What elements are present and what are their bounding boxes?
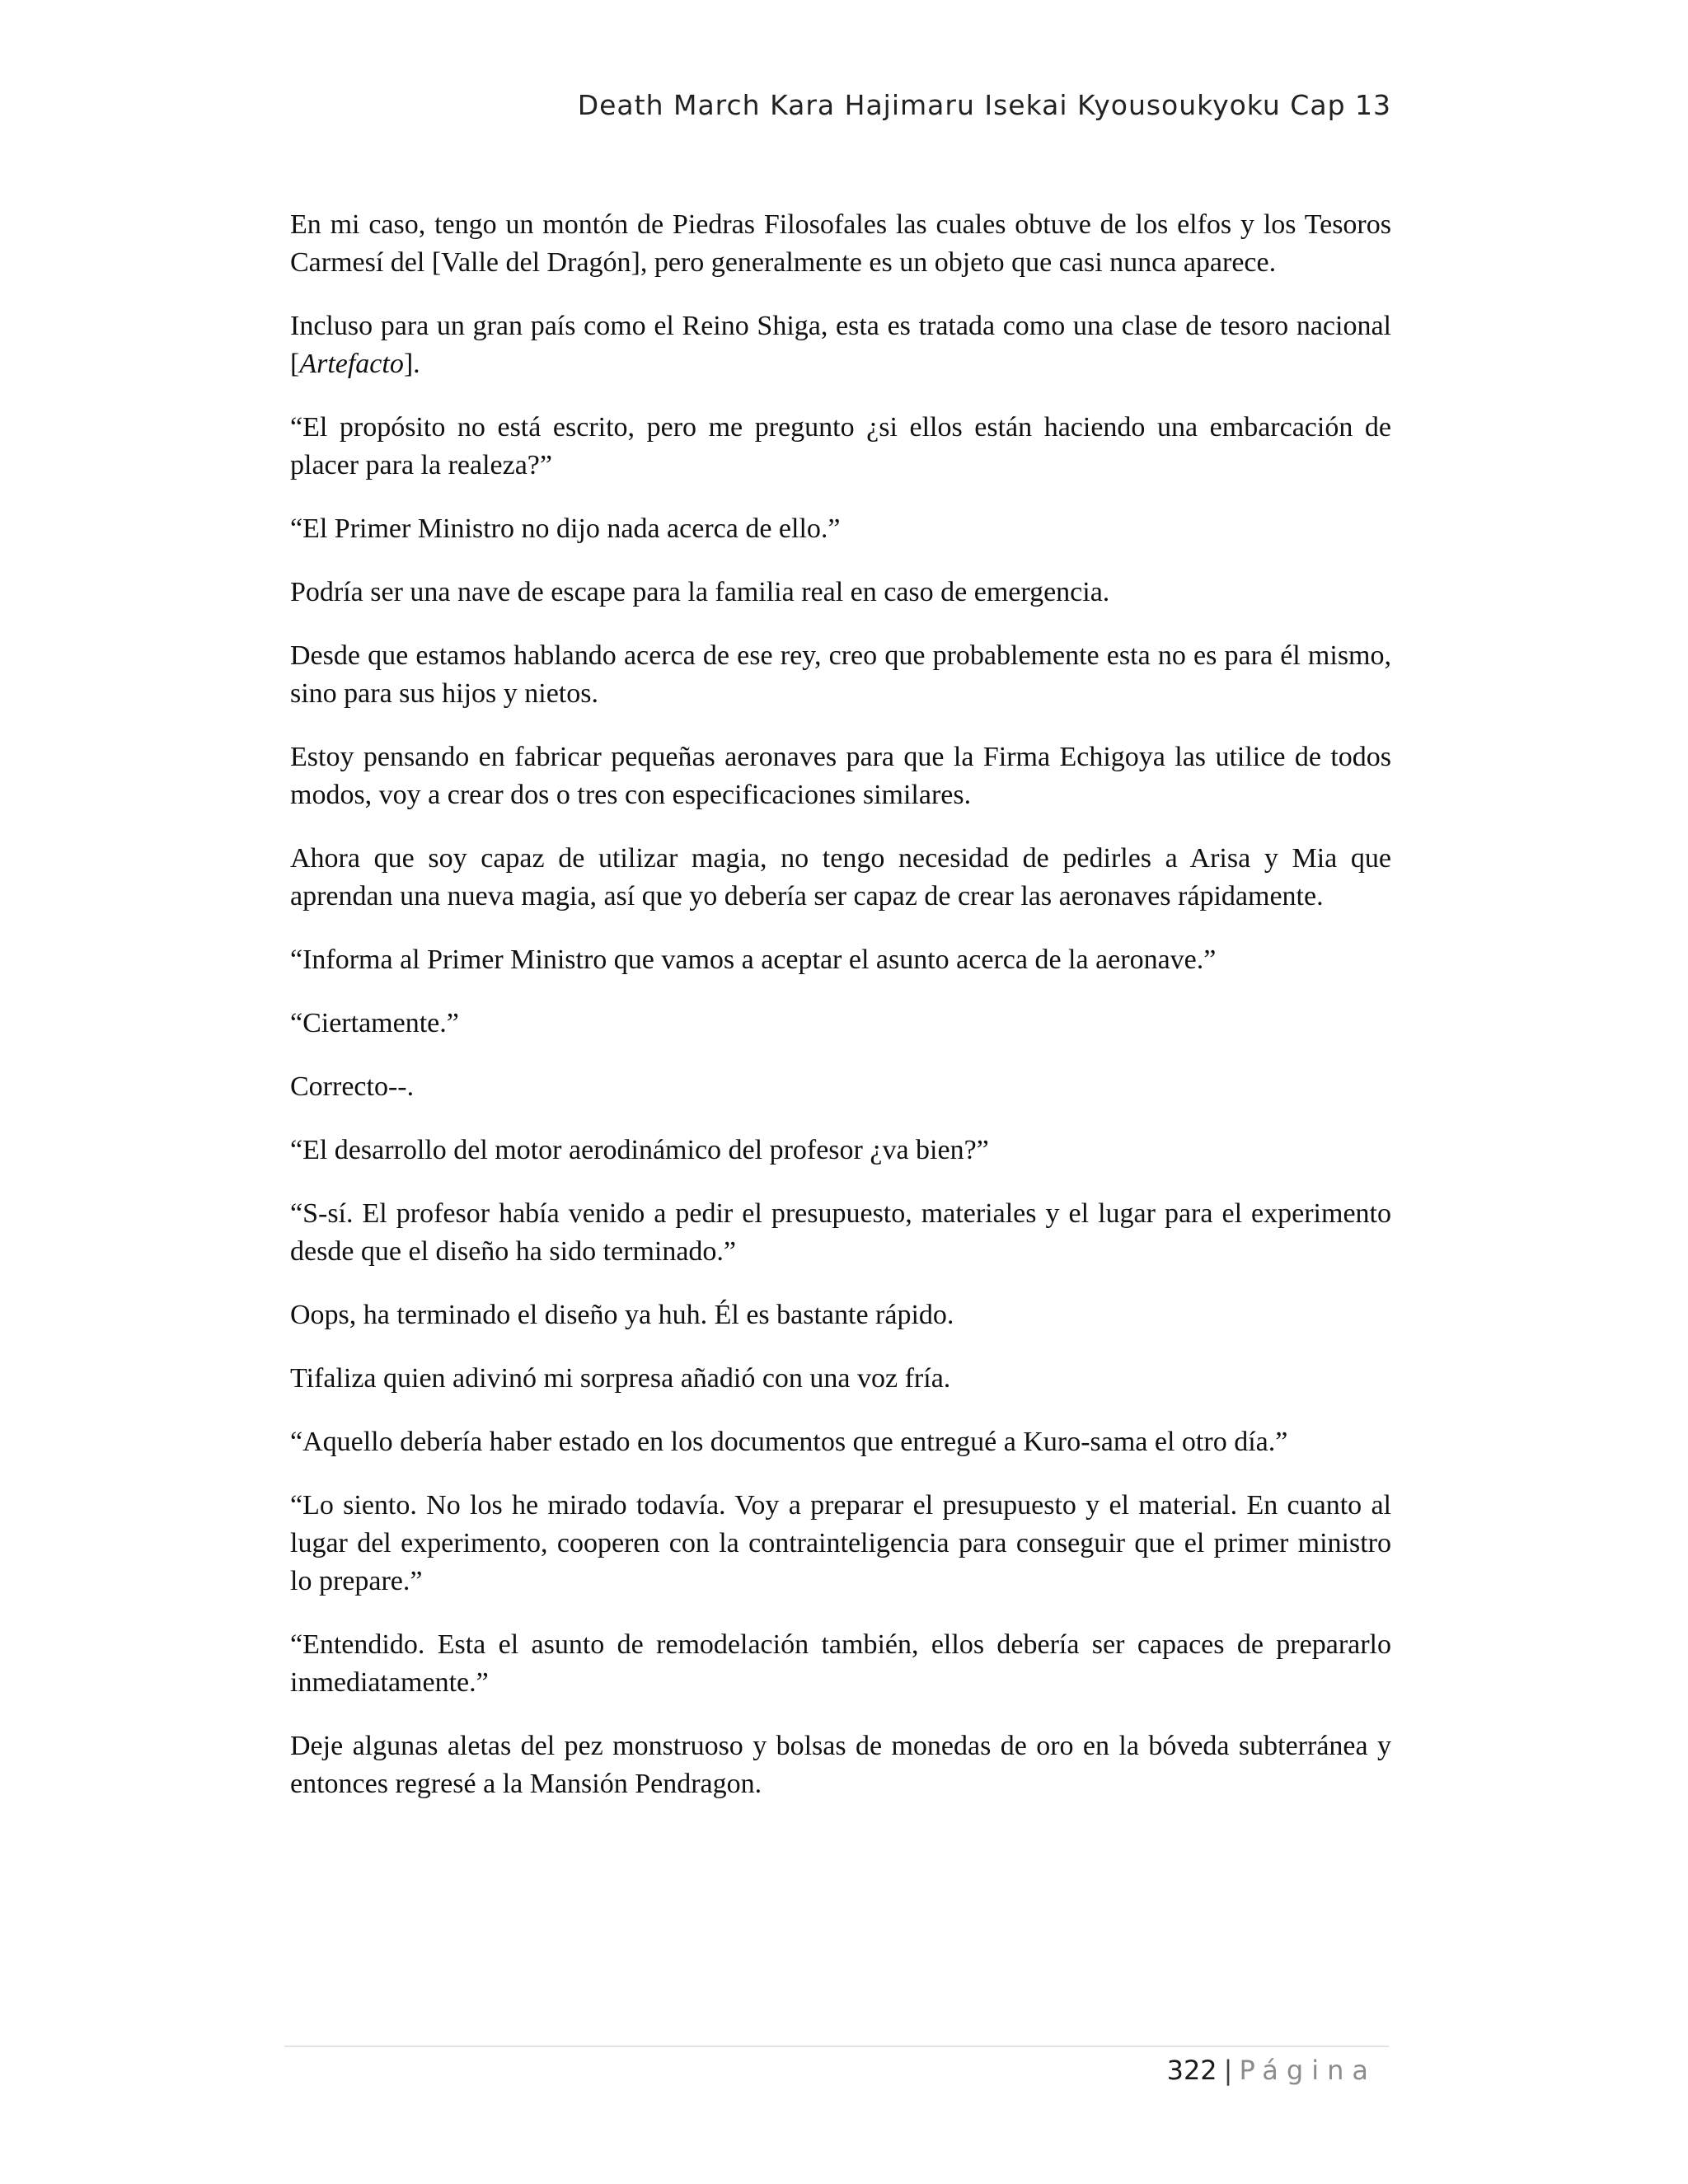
- paragraph: Tifaliza quien adivinó mi sorpresa añadió con una voz fría.: [290, 1363, 951, 1394]
- paragraph: “S-sí. El profesor había venido a pedir el presupuesto, materiales y el lugar para el experimento desde que el diseño ha sido terminado.”: [290, 1198, 1391, 1267]
- paragraph: “El desarrollo del motor aerodinámico del profesor ¿va bien?”: [290, 1135, 989, 1165]
- running-header: Death March Kara Hajimaru Isekai Kyousoukyoku Cap 13: [577, 89, 1391, 121]
- paragraph: Ahora que soy capaz de utilizar magia, no tengo necesidad de pedirles a Arisa y Mia que aprendan una nueva magia, así que yo debería ser capaz de crear las aeronaves rápidamente.: [290, 843, 1391, 912]
- footer-separator: |: [1223, 2055, 1233, 2086]
- paragraph: Oops, ha terminado el diseño ya huh. Él es bastante rápido.: [290, 1300, 954, 1330]
- paragraph: “El Primer Ministro no dijo nada acerca de ello.”: [290, 513, 841, 544]
- paragraph: “El propósito no está escrito, pero me pregunto ¿si ellos están haciendo una embarcación de placer para la realeza?”: [290, 412, 1391, 480]
- footer-divider: [284, 2046, 1389, 2047]
- page-footer: [742, 2055, 1376, 2086]
- paragraph: Estoy pensando en fabricar pequeñas aeronaves para que la Firma Echigoya las utilice de todos modos, voy a crear dos o tres con especificaciones similares.: [290, 742, 1391, 810]
- italic-term: Artefacto: [299, 349, 404, 379]
- paragraph: “Informa al Primer Ministro que vamos a aceptar el asunto acerca de la aeronave.”: [290, 944, 1217, 975]
- paragraph: [290, 307, 1391, 383]
- page-label: Página: [1239, 2055, 1376, 2086]
- paragraph: “Entendido. Esta el asunto de remodelación también, ellos debería ser capaces de prepararlo inmediatamente.”: [290, 1629, 1391, 1698]
- paragraph-text: ].: [403, 349, 420, 379]
- paragraph: Desde que estamos hablando acerca de ese rey, creo que probablemente esta no es para él mismo, sino para sus hijos y nietos.: [290, 640, 1391, 709]
- paragraph: Deje algunas aletas del pez monstruoso y bolsas de monedas de oro en la bóveda subterránea y entonces regresé a la Mansión Pendragon.: [290, 1731, 1391, 1799]
- paragraph: “Aquello debería haber estado en los documentos que entregué a Kuro-sama el otro día.”: [290, 1427, 1288, 1457]
- paragraph: En mi caso, tengo un montón de Piedras Filosofales las cuales obtuve de los elfos y los Tesoros Carmesí del [Valle del Dragón], pero generalmente es un objeto que casi nunca aparece.: [290, 209, 1391, 278]
- paragraph: “Ciertamente.”: [290, 1008, 459, 1038]
- paragraph: Correcto--.: [290, 1071, 415, 1102]
- paragraph: Podría ser una nave de escape para la familia real en caso de emergencia.: [290, 577, 1110, 607]
- page-number: 322: [1166, 2055, 1217, 2086]
- page-body: [290, 206, 1391, 1803]
- paragraph-text: Incluso para un gran país como el Reino Shiga, esta es tratada como una clase de tesoro nacional [: [290, 311, 1391, 379]
- paragraph: “Lo siento. No los he mirado todavía. Voy a preparar el presupuesto y el material. En cuanto al lugar del experimento, cooperen con la contrainteligencia para conseguir que el primer ministro lo prepare.”: [290, 1490, 1391, 1596]
